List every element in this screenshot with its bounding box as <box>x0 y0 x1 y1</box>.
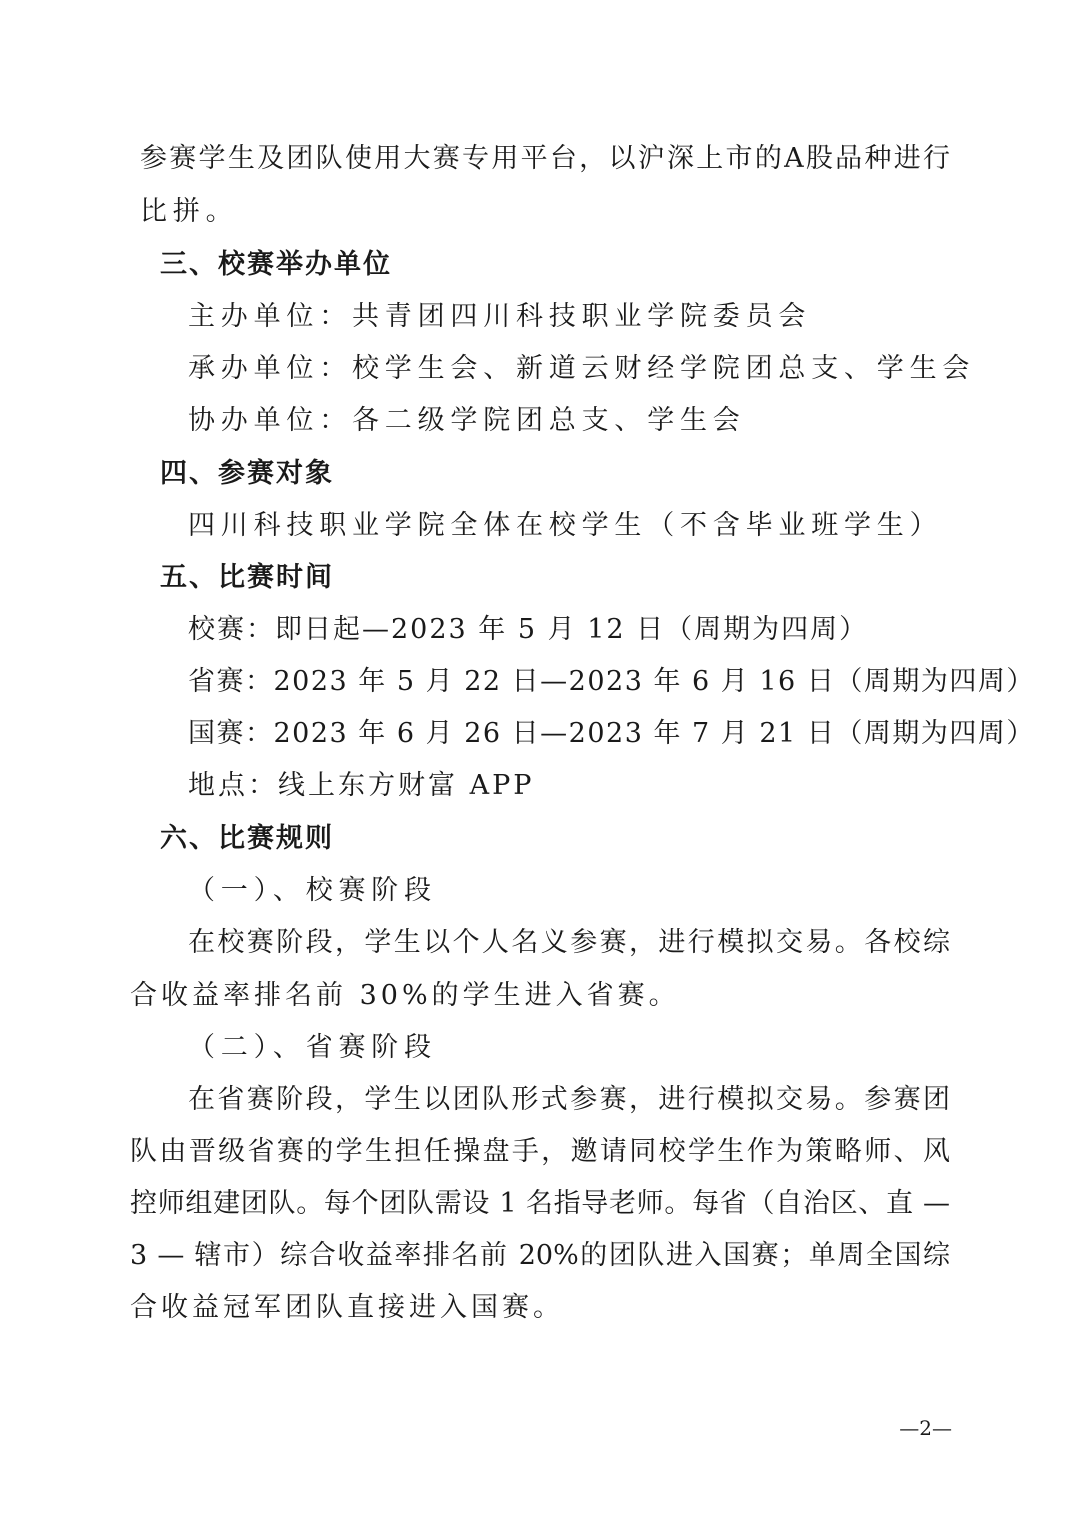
page-number: —2— <box>899 1416 952 1440</box>
section-heading: 五、比赛时间 <box>160 562 334 593</box>
body-text-line: 合收益冠军团队直接进入国赛。 <box>130 1292 564 1323</box>
body-text-line: 主办单位：共青团四川科技职业学院委员会 <box>188 301 812 332</box>
body-text-line: 校赛：即日起—2023 年 5 月 12 日（周期为四周） <box>188 614 869 645</box>
body-text-line: 合收益率排名前 30%的学生进入省赛。 <box>130 980 680 1011</box>
body-text-line: 控师组建团队。每个团队需设 1 名指导老师。每省（自治区、直 — <box>130 1188 950 1219</box>
body-text-line: 省赛：2023 年 5 月 22 日—2023 年 6 月 16 日（周期为四周） <box>188 666 1035 697</box>
section-heading: 六、比赛规则 <box>160 823 334 854</box>
section-heading: 三、校赛举办单位 <box>160 249 392 280</box>
body-text-line: 国赛：2023 年 6 月 26 日—2023 年 7 月 21 日（周期为四周） <box>188 718 1035 749</box>
body-text-line: 协办单位：各二级学院团总支、学生会 <box>188 405 746 436</box>
body-text-line: 承办单位：校学生会、新道云财经学院团总支、学生会 <box>188 353 976 384</box>
body-text-line: 在省赛阶段，学生以团队形式参赛，进行模拟交易。参赛团 <box>188 1084 950 1115</box>
body-text-line: 3 — 辖市）综合收益率排名前 20%的团队进入国赛；单周全国综 <box>130 1240 950 1271</box>
body-text-line: 队由晋级省赛的学生担任操盘手，邀请同校学生作为策略师、风 <box>130 1136 950 1167</box>
subsection-title: （一）、校赛阶段 <box>188 875 437 906</box>
body-text-line: 比拼。 <box>140 196 239 227</box>
subsection-title: （二）、省赛阶段 <box>188 1032 437 1063</box>
section-heading: 四、参赛对象 <box>160 458 334 489</box>
body-text-line: 参赛学生及团队使用大赛专用平台，以沪深上市的A股品种进行 <box>140 143 950 174</box>
body-text-line: 在校赛阶段，学生以个人名义参赛，进行模拟交易。各校综 <box>188 927 950 958</box>
body-text-line: 四川科技职业学院全体在校学生（不含毕业班学生） <box>188 510 943 541</box>
body-text-line: 地点：线上东方财富 APP <box>188 770 535 801</box>
